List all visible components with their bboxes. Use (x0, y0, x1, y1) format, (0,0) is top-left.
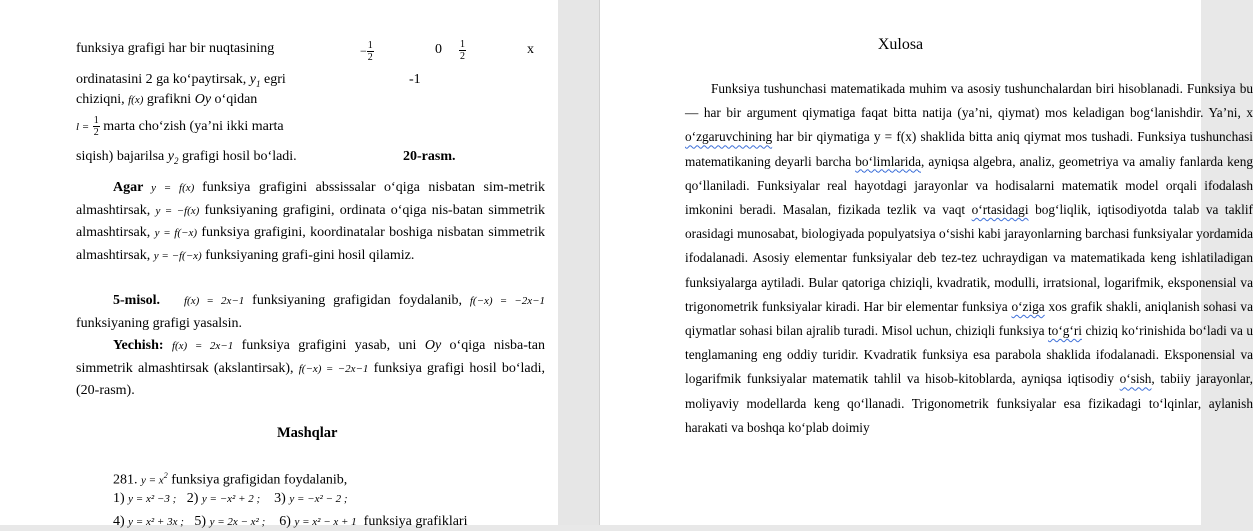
body-text: chiziq ko‘rinishida bo‘ladi va u tenglamaning eng oddiy turidir. Kvadratik funksiya esa parabola shaklida ifodalanadi. Eksponensial va logarifmik funksiyalar matematik tahlil va hisob-kitoblarda, ayniqsa iqtisodiy (685, 323, 1253, 387)
exercise-number: 281. (113, 472, 138, 488)
fraction-numerator: 1 (367, 40, 373, 52)
item-tail-text: funksiya grafiklari (363, 514, 468, 529)
axis-neg-half-fraction (367, 40, 374, 63)
fig-text-line2 (76, 71, 286, 93)
item-number: 5) (194, 514, 207, 529)
fig-line5-tail: grafigi hosil bo‘ladi. (178, 149, 297, 164)
axis-x-label: x (527, 42, 534, 57)
body-text: xos grafik shakli, aniqlanish sohasi va qiymatlar sohasi bilan ajralib turadi. Misol uchun, chiziqli funksiya (685, 298, 1253, 339)
paragraph-symmetry (76, 177, 545, 267)
item-number: 4) (113, 514, 125, 529)
fig-line3-mid: grafikni (143, 92, 195, 107)
fig-l-symbol: l = (76, 121, 90, 133)
fig-y2-symbol: y (167, 149, 174, 164)
paragraph-text: funksiyaning grafi-gini hosil qilamiz. (201, 247, 415, 263)
formula-f-negx: f(−x) = −2x−1 (469, 295, 546, 307)
item-number: 6) (279, 514, 291, 529)
item-formula: y = −x² − 2 ; (289, 493, 348, 505)
minus-sign: − (360, 44, 367, 58)
fig-oy-symbol: Oy (194, 92, 212, 107)
spellcheck-word[interactable]: bo‘limlarida (855, 153, 921, 169)
example-label: 5-misol. (113, 293, 161, 308)
fig-text-line5 (76, 148, 297, 170)
exercise-items-row2 (113, 513, 467, 531)
oy-symbol: Oy (424, 338, 442, 353)
example-5 (76, 290, 545, 335)
exercises-heading: Mashqlar (277, 425, 338, 441)
formula-y-neg-f-negx: y = −f(−x) (153, 249, 202, 262)
exercise-items-row1 (113, 490, 348, 508)
fig-y-subscript: 1 (256, 78, 261, 89)
axis-half-label (459, 37, 466, 65)
fig-text-line3 (76, 91, 257, 109)
paragraph-text: funksiyaning grafigidan foydalanib, (244, 293, 470, 308)
spellcheck-word[interactable]: o‘sish (1119, 371, 1152, 387)
left-page (0, 0, 558, 529)
formula-fx-2x-1: f(x) = 2x−1 (171, 340, 234, 352)
paragraph-text: funksiya grafigi hosil bo‘ladi, (20-rasm). (76, 360, 545, 398)
fig-line2-text: ordinatasini 2 ga ko‘paytirsak, (76, 72, 250, 87)
fig-y-symbol: y (249, 72, 257, 87)
body-text: har bir qiymatiga y = f(x) shaklida bitta aniq qiymat mos tushadi. Funksiya tushunchasi matematikaning deyarli barcha (685, 129, 1253, 169)
item-formula: y = x² + 3x ; (128, 516, 184, 528)
paragraph-text: o‘qiga nisba-tan simmetrik almashtirsak (akslantirsak), (76, 338, 546, 376)
paragraph-text: funksiya grafigini, koordinatalar boshiga nisbatan simmetrik almashtirsak, (76, 225, 545, 263)
item-number: 2) (186, 491, 199, 506)
formula-y-fx: y = f(x) (143, 182, 203, 194)
fig-text-line1: funksiya grafigi har bir nuqtasining (76, 41, 275, 56)
fig-line3-text: chiziqni, (76, 92, 129, 107)
formula-fx-2x-1: f(x) = 2x−1 (183, 295, 245, 307)
page-gap (558, 0, 599, 525)
spellcheck-word[interactable]: o‘rtasidagi (971, 202, 1029, 218)
exercise-text: funksiya grafigidan foydalanib, (167, 472, 348, 488)
fraction-denominator: 2 (460, 51, 465, 63)
formula-f-negx: f(−x) = −2x−1 (298, 362, 369, 375)
right-page (599, 0, 1253, 525)
fig-fx-symbol: f(x) (128, 94, 144, 106)
paragraph-text: funksiyaning grafigini, ordinata o‘qiga nis-batan simmetrik almashtirsak, (76, 202, 545, 240)
conclusion-body (685, 77, 1253, 440)
body-text: , ayniqsa algebra, analiz, geometriya va amaliy fanlarda keng qo‘llaniladi. Funksiyalar real hayotdagi jarayonlar va hodisalarni matematik model orqali ifodalash imkonini beradi. Masalan, fizikada tezlik va vaqt (685, 153, 1253, 218)
fraction-numerator: 1 (93, 115, 99, 127)
fig-line3-tail: o‘qidan (211, 92, 258, 107)
item-formula: y = −x² + 2 ; (201, 493, 261, 505)
exponent-2: 2 (163, 471, 168, 480)
fraction-denominator: 2 (367, 52, 373, 64)
body-text: Funksiya tushunchasi matematikada muhim va asosiy tushunchalardan biri hisoblanadi. Funksiya bu — har bir argument qiymatiga faqat bitta natija (ya’ni, qiymat) mos keladigan bog‘lanishdir. Ya’ni, x (685, 81, 1253, 121)
fraction-numerator: 1 (460, 39, 465, 51)
spellcheck-word[interactable]: to‘g‘ri (1047, 323, 1082, 339)
fig-l-fraction (93, 115, 100, 138)
formula-y-neg-fx: y = −f(x) (155, 204, 200, 217)
solution-label: Yechish: (113, 338, 164, 353)
paragraph-text: funksiya grafigini yasab, uni (233, 338, 425, 353)
formula-y-x: y = x (141, 474, 164, 487)
axis-neg-one-label: -1 (409, 72, 421, 87)
body-text: bog‘liqlik, iqtisodiyotda talab va taklif orasidagi munosabat, biologiyada populyatsiya o‘sishi kabi jarayonlarning barchasi funksiyalar yordamida ifodalanadi. Asosiy elementar funksiyalar deb tez-tez uchraydigan va matematikada keng ishlatiladigan funksiyalarga aytiladi. Bular qatoriga chiziqli, kvadratik, modulli, irratsional, logarifmik, eksponensial va trigonometrik funksiyalar kiradi. Har bir elementar funksiya (685, 202, 1253, 314)
conclusion-title: Xulosa (877, 36, 924, 53)
exercise-281 (113, 467, 347, 490)
formula-y-f-negx: y = f(−x) (154, 227, 197, 239)
body-text: , tabiiy jarayonlar, moliyaviy modellarda keng qo‘llanadi. Trigonometrik funksiyalar esa fizikadagi to‘lqinlar, aylanish harakati va boshqa ko‘plab doimiy (685, 371, 1253, 435)
spellcheck-word[interactable]: o‘zgaruvchining (685, 129, 773, 145)
item-number: 1) (113, 491, 125, 506)
fig-line5-text: siqish) bajarilsa (76, 149, 168, 164)
fig-line4-tail: marta cho‘zish (ya’ni ikki marta (99, 119, 284, 134)
axis-neg-half-label (360, 37, 374, 66)
item-formula: y = x² −3 ; (128, 493, 177, 505)
agar-bold: Agar (113, 180, 144, 195)
item-formula: y = 2x − x² ; (209, 516, 266, 528)
fig-y2-subscript: 2 (173, 155, 179, 166)
axis-zero-label: 0 (435, 42, 442, 57)
fig-text-line4 (76, 115, 284, 139)
spellcheck-word[interactable]: o‘ziga (1011, 298, 1045, 314)
item-number: 3) (274, 491, 286, 506)
item-formula: y = x² − x + 1 (294, 516, 357, 528)
axis-half-fraction (459, 39, 466, 62)
solution (76, 335, 545, 403)
figure-caption: 20-rasm. (403, 149, 456, 164)
fraction-denominator: 2 (93, 127, 99, 139)
paragraph-text: funksiyaning grafigi yasalsin. (76, 315, 243, 331)
fig-line2-tail: egri (260, 72, 286, 87)
paragraph-text: funksiya grafigini abssissalar o‘qiga nisbatan sim-metrik almashtirsak, (76, 180, 545, 218)
